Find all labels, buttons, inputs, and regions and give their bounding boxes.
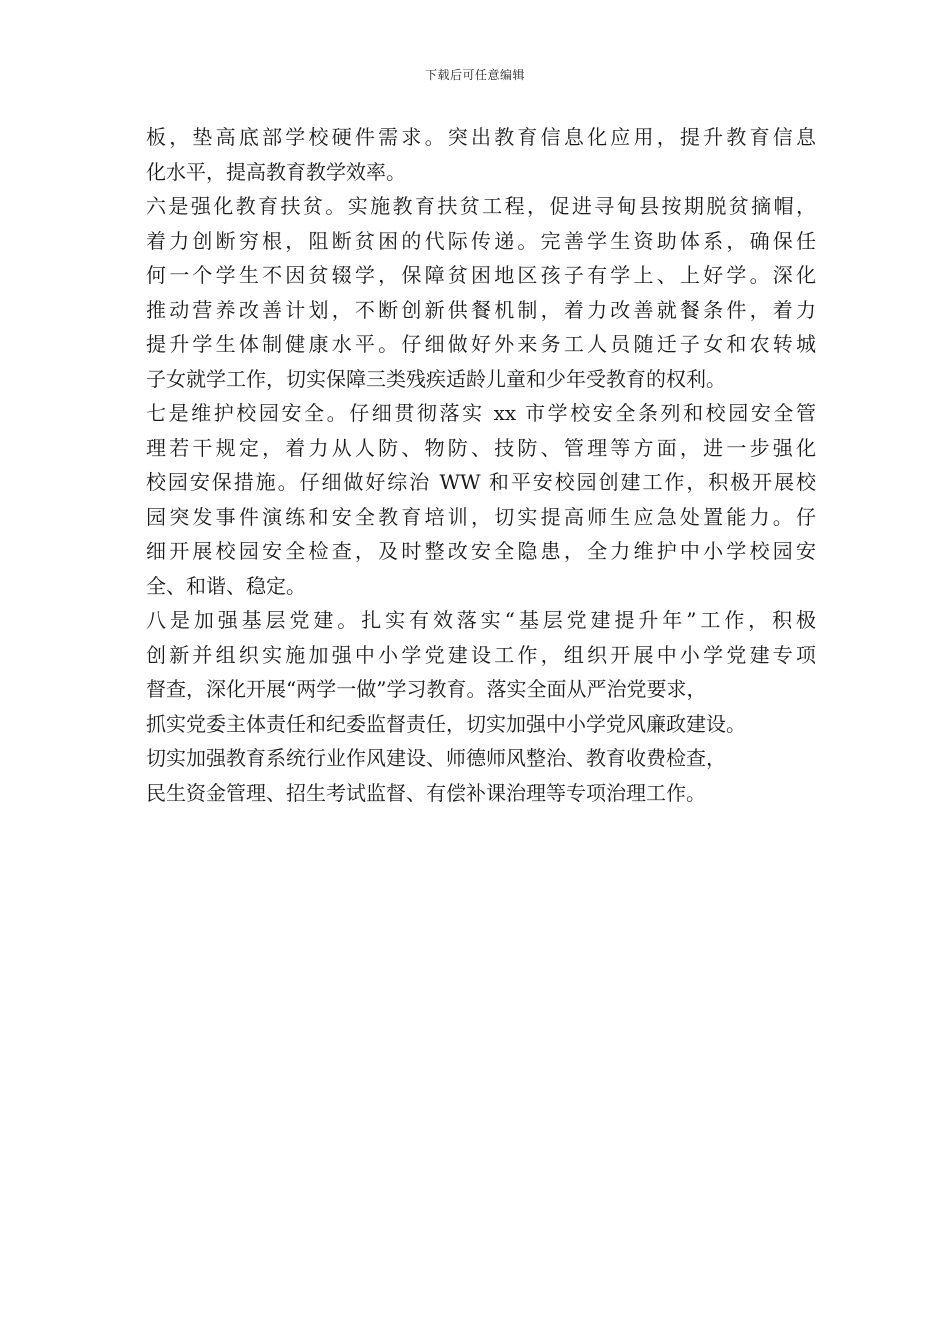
text-line: 校园安保措施。仔细做好综治 WW 和平安校园创建工作，积极开展校: [146, 470, 816, 494]
page-header: 下载后可任意编辑: [424, 68, 525, 82]
text-line: 园突发事件演练和安全教育培训，切实提高师生应急处置能力。仔: [146, 504, 816, 529]
document-body: [146, 120, 816, 810]
text-line: 提升学生体制健康水平。仔细做好外来务工人员随迁子女和农转城: [146, 332, 816, 356]
text-line: 推动营养改善计划，不断创新供餐机制，着力改善就餐条件，着力: [146, 297, 816, 322]
text-line: 督查，深化开展“两学一做”学习教育。落实全面从严治党要求，: [146, 677, 707, 701]
text-line: 八是加强基层党建。扎实有效落实“基层党建提升年”工作，积极: [146, 608, 816, 632]
text-line: 创新并组织实施加强中小学党建设工作，组织开展中小学党建专项: [146, 642, 816, 667]
text-line: 何一个学生不因贫辍学，保障贫困地区孩子有学上、上好学。深化: [146, 263, 816, 287]
text-line: 七是维护校园安全。仔细贯彻落实 xx 市学校安全条列和校园安全管: [146, 401, 816, 425]
text-line: 切实加强教育系统行业作风建设、师德师风整治、教育收费检查，: [146, 746, 726, 770]
text-line: 细开展校园安全检查，及时整改安全隐患，全力维护中小学校园安: [146, 539, 816, 563]
text-line: 全、和谐、稳定。: [146, 573, 306, 598]
text-line: 抓实党委主体责任和纪委监督责任，切实加强中小学党风廉政建设。: [146, 711, 746, 736]
text-line: 民生资金管理、招生考试监督、有偿补课治理等专项治理工作。: [146, 780, 706, 805]
text-line: 化水平，提高教育教学效率。: [146, 159, 406, 184]
text-line: 理若干规定，着力从人防、物防、技防、管理等方面，进一步强化: [146, 435, 816, 460]
text-line: 六是强化教育扶贫。实施教育扶贫工程，促进寻甸县按期脱贫摘帽，: [146, 194, 816, 218]
text-line: 着力创断穷根，阻断贫困的代际传递。完善学生资助体系，确保任: [146, 228, 816, 253]
text-line: 子女就学工作，切实保障三类残疾适龄儿童和少年受教育的权利。: [146, 366, 726, 391]
text-line: 板，垫高底部学校硬件需求。突出教育信息化应用，提升教育信息: [146, 125, 816, 149]
